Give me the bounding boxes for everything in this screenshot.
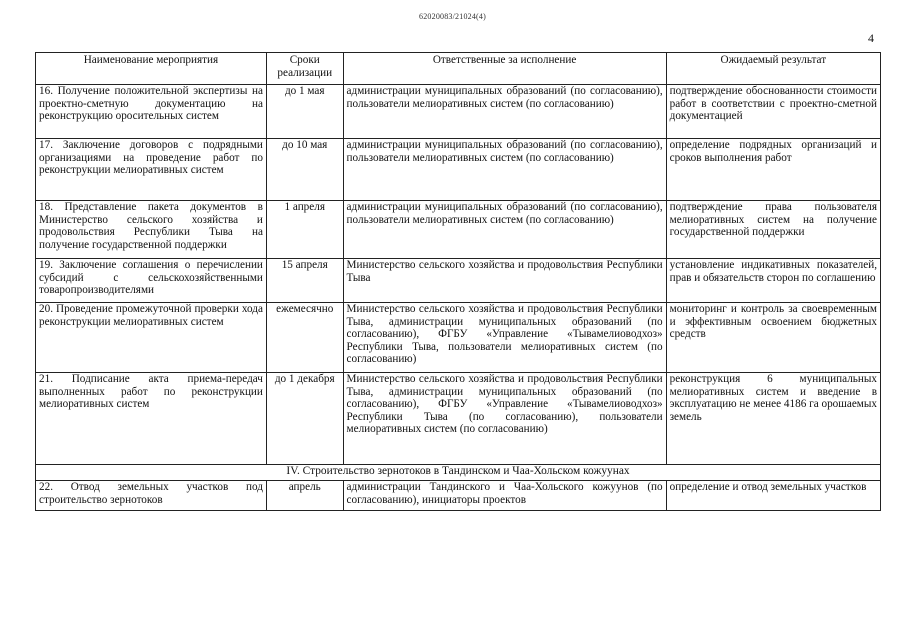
cell-responsible: Министерство сельского хозяйства и продовольствия Республики Тыва, администрации муниципальных образований (по согласованию), ФГБУ «Управление «Тывамелиоводхоз» Республики Тыва, пользователи мелиоративных систем (по согласованию) (343, 303, 666, 373)
column-header-term: Сроки реализации (266, 53, 343, 85)
cell-result: подтверждение обоснованности стоимости работ в соответствии с проектно-сметной документацией (666, 85, 880, 139)
cell-result: мониторинг и контроль за своевременным и эффективным освоением бюджетных средств (666, 303, 880, 373)
cell-name: 22. Отвод земельных участков под строительство зернотоков (36, 481, 267, 511)
table-row (36, 139, 881, 201)
cell-term: ежемесячно (266, 303, 343, 373)
cell-result: реконструкция 6 муниципальных мелиоративных систем и введение в эксплуатацию не менее 4186 га орошаемых земель (666, 373, 880, 465)
cell-responsible: администрации муниципальных образований (по согласованию), пользователи мелиоративных систем (по согласованию) (343, 85, 666, 139)
table-row (36, 201, 881, 259)
cell-responsible: администрации муниципальных образований (по согласованию), пользователи мелиоративных систем (по согласованию) (343, 139, 666, 201)
cell-responsible: администрации Тандинского и Чаа-Хольского кожуунов (по согласованию), инициаторы проектов (343, 481, 666, 511)
column-header-responsible: Ответственные за исполнение (343, 53, 666, 85)
cell-term: до 1 декабря (266, 373, 343, 465)
cell-result: подтверждение права пользователя мелиоративных систем на получение государственной поддержки (666, 201, 880, 259)
section-row (36, 465, 881, 481)
cell-name: 18. Представление пакета документов в Министерство сельского хозяйства и продовольствия Республики Тыва на получение государственной поддержки (36, 201, 267, 259)
cell-result: определение подрядных организаций и сроков выполнения работ (666, 139, 880, 201)
column-header-name: Наименование мероприятия (36, 53, 267, 85)
cell-result: определение и отвод земельных участков (666, 481, 880, 511)
cell-term: апрель (266, 481, 343, 511)
section-title: IV. Строительство зернотоков в Тандинском и Чаа-Хольском кожуунах (36, 465, 881, 481)
table-row (36, 85, 881, 139)
table-row (36, 259, 881, 303)
table-row (36, 303, 881, 373)
cell-name: 19. Заключение соглашения о перечислении субсидий с сельскохозяйственными товаропроизводителями (36, 259, 267, 303)
cell-name: 21. Подписание акта приема-передач выполненных работ по реконструкции мелиоративных систем (36, 373, 267, 465)
page-number: 4 (868, 31, 874, 45)
cell-responsible: администрации муниципальных образований (по согласованию), пользователи мелиоративных систем (по согласованию) (343, 201, 666, 259)
cell-term: до 10 мая (266, 139, 343, 201)
measures-table (35, 52, 881, 511)
cell-responsible: Министерство сельского хозяйства и продовольствия Республики Тыва, администрации муниципальных образований (по согласованию), ФГБУ «Управление «Тывамелиоводхоз» Республики Тыва (по согласованию), пользователи мелиоративных систем (по согласованию) (343, 373, 666, 465)
document-id: 62020083/21024(4) (419, 12, 486, 21)
cell-name: 16. Получение положительной экспертизы на проектно-сметную документацию на реконструкцию оросительных систем (36, 85, 267, 139)
column-header-result: Ожидаемый результат (666, 53, 880, 85)
cell-name: 20. Проведение промежуточной проверки хода реконструкции мелиоративных систем (36, 303, 267, 373)
table-header-row (36, 53, 881, 85)
table-row (36, 373, 881, 465)
cell-name: 17. Заключение договоров с подрядными организациями на проведение работ по реконструкции мелиоративных систем (36, 139, 267, 201)
cell-term: 15 апреля (266, 259, 343, 303)
table-row (36, 481, 881, 511)
cell-result: установление индикативных показателей, прав и обязательств сторон по соглашению (666, 259, 880, 303)
cell-responsible: Министерство сельского хозяйства и продовольствия Республики Тыва (343, 259, 666, 303)
cell-term: 1 апреля (266, 201, 343, 259)
cell-term: до 1 мая (266, 85, 343, 139)
